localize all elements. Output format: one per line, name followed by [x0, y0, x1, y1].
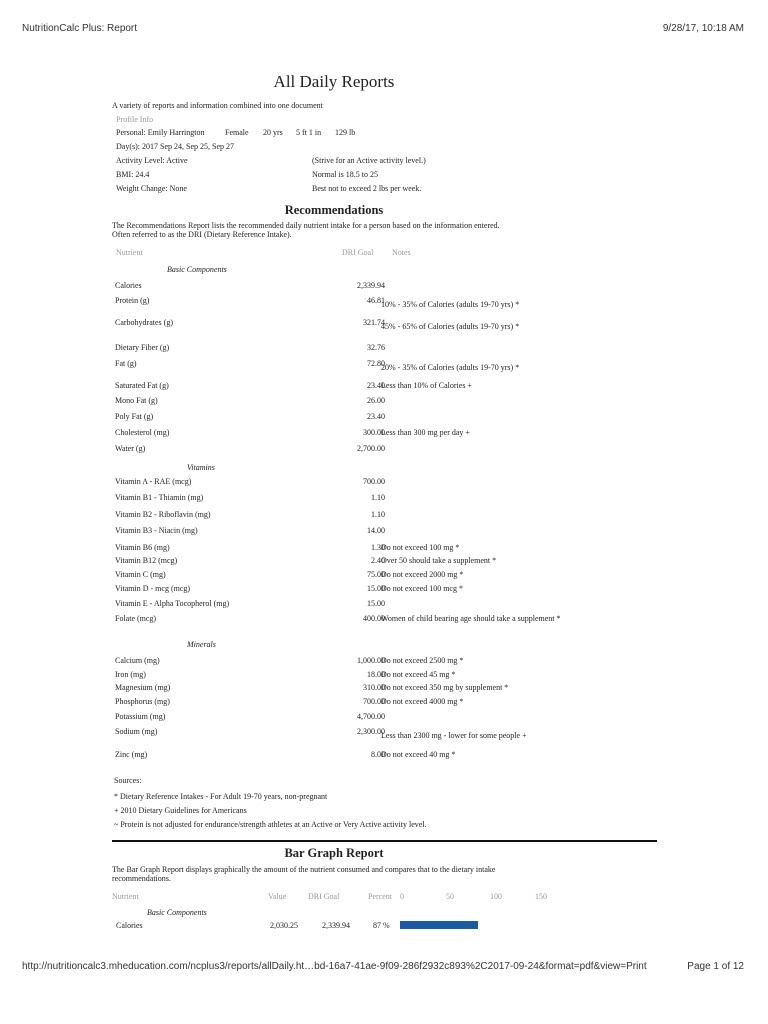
dri-goal: 2,339.94: [357, 281, 385, 290]
nutrient-name: Saturated Fat (g): [115, 381, 169, 390]
recommendations-title: Recommendations: [284, 203, 384, 217]
nutrient-name: Mono Fat (g): [115, 396, 158, 405]
nutrient-name: Fat (g): [115, 359, 137, 368]
nutrient-row: [115, 359, 575, 373]
nutrient-row: [115, 727, 575, 741]
nutrient-name: Magnesium (mg): [115, 683, 171, 692]
bar-col-value: Value: [268, 892, 287, 901]
col-goal-header: DRI Goal: [342, 248, 374, 257]
scale-tick-100: 100: [490, 892, 502, 901]
nutrient-row: [115, 477, 575, 491]
nutrient-row: [115, 656, 575, 670]
personal-label: Personal:: [116, 128, 146, 137]
nutrient-note: Less than 10% of Calories +: [381, 381, 472, 390]
nutrient-name: Vitamin E - Alpha Tocopherol (mg): [115, 599, 230, 608]
print-header-title: NutritionCalc Plus: Report: [22, 23, 138, 34]
dri-goal: 2,300.00: [357, 727, 385, 736]
nutrient-row: [115, 750, 575, 764]
calories-bar: [400, 921, 478, 929]
dri-goal: 1.30: [371, 543, 385, 552]
nutrient-name: Vitamin B12 (mcg): [115, 556, 178, 565]
nutrient-name: Vitamin B6 (mg): [115, 543, 170, 552]
profile-bmi-note: Normal is 18.5 to 25: [312, 170, 378, 179]
nutrient-name: Cholesterol (mg): [115, 428, 170, 437]
nutrient-row: [115, 444, 575, 458]
dri-goal: 700.00: [363, 697, 385, 706]
nutrient-name: Protein (g): [115, 296, 150, 305]
nutrient-row: [115, 526, 575, 540]
nutrient-name: Vitamin C (mg): [115, 570, 166, 579]
bar-graph-desc-1: The Bar Graph Report displays graphically the amount of the nutrient consumed and compares that to the dietary intake: [112, 865, 496, 874]
nutrient-row: [115, 570, 575, 584]
dri-goal: 300.00: [363, 428, 385, 437]
profile-days: Day(s): 2017 Sep 24, Sep 25, Sep 27: [116, 142, 234, 151]
nutrient-row: [115, 510, 575, 524]
nutrient-note: Do not exceed 100 mcg *: [381, 584, 463, 593]
recommendations-desc-2: Often referred to as the DRI (Dietary Reference Intake).: [112, 230, 292, 239]
bar-row-percent-unit: %: [383, 921, 390, 930]
nutrient-row: [115, 396, 575, 410]
profile-weight-change-note: Best not to exceed 2 lbs per week.: [312, 184, 422, 193]
scale-tick-50: 50: [446, 892, 454, 901]
dri-goal: 2,700.00: [357, 444, 385, 453]
print-footer-page: Page 1 of 12: [687, 961, 744, 972]
nutrient-name: Calcium (mg): [115, 656, 160, 665]
bar-col-nutrient: Nutrient: [112, 892, 139, 901]
nutrient-name: Vitamin B1 - Thiamin (mg): [115, 493, 204, 502]
bar-row-name: Calories: [116, 921, 143, 930]
nutrient-note: 10% - 35% of Calories (adults 19-70 yrs) *: [381, 300, 520, 309]
nutrient-note: 20% - 35% of Calories (adults 19-70 yrs) *: [381, 363, 520, 372]
minerals-heading: Minerals: [187, 640, 216, 649]
nutrient-name: Potassium (mg): [115, 712, 166, 721]
profile-activity-note: (Strive for an Active activity level.): [312, 156, 426, 165]
bar-col-goal: DRI Goal: [308, 892, 340, 901]
nutrient-note: Do not exceed 45 mg *: [381, 670, 456, 679]
nutrient-name: Vitamin B2 - Riboflavin (mg): [115, 510, 211, 519]
profile-age: 20 yrs: [263, 128, 283, 137]
nutrient-name: Vitamin D - mcg (mcg): [115, 584, 191, 593]
dri-goal: 26.00: [367, 396, 385, 405]
dri-goal: 18.00: [367, 670, 385, 679]
nutrient-note: Less than 300 mg per day +: [381, 428, 470, 437]
source-protein-note: ~ Protein is not adjusted for endurance/strength athletes at an Active or Very Active activity level.: [114, 820, 427, 829]
print-header-datetime: 9/28/17, 10:18 AM: [662, 23, 744, 34]
nutrient-name: Iron (mg): [115, 670, 146, 679]
dri-goal: 8.00: [371, 750, 385, 759]
dri-goal: 32.76: [367, 343, 385, 352]
nutrient-note: Women of child bearing age should take a supplement *: [381, 614, 561, 623]
basic-components-heading: Basic Components: [167, 265, 227, 274]
dri-goal: 14.00: [367, 526, 385, 535]
nutrient-name: Poly Fat (g): [115, 412, 154, 421]
nutrient-note: Less than 2300 mg - lower for some people +: [381, 731, 527, 740]
dri-goal: 1.10: [371, 510, 385, 519]
nutrient-row: [115, 381, 575, 395]
nutrient-name: Phosphorus (mg): [115, 697, 170, 706]
nutrient-note: Do not exceed 2500 mg *: [381, 656, 464, 665]
section-divider: [112, 840, 657, 842]
vitamins-heading: Vitamins: [187, 463, 215, 472]
nutrient-row: [115, 493, 575, 507]
nutrient-name: Carbohydrates (g): [115, 318, 173, 327]
nutrient-note: 45% - 65% of Calories (adults 19-70 yrs) *: [381, 322, 520, 331]
col-nutrient-header: Nutrient: [116, 248, 143, 257]
nutrient-row: [115, 614, 575, 628]
nutrient-row: [115, 712, 575, 726]
dri-goal: 4,700.00: [357, 712, 385, 721]
bar-basic-heading: Basic Components: [147, 908, 207, 917]
dri-goal: 15.00: [367, 599, 385, 608]
dri-goal: 700.00: [363, 477, 385, 486]
profile-personal: [116, 128, 204, 137]
nutrient-name: Dietary Fiber (g): [115, 343, 170, 352]
nutrient-row: [115, 543, 575, 557]
nutrient-name: Water (g): [115, 444, 146, 453]
bar-row-goal: 2,339.94: [322, 921, 350, 930]
nutrient-row: [115, 599, 575, 613]
nutrient-row: [115, 318, 575, 332]
dri-goal: 1.10: [371, 493, 385, 502]
nutrient-row: [115, 670, 575, 684]
nutrient-row: [115, 697, 575, 711]
profile-bmi: BMI: 24.4: [116, 170, 150, 179]
profile-height: 5 ft 1 in: [296, 128, 322, 137]
dri-goal: 2.40: [371, 556, 385, 565]
nutrient-note: Do not exceed 100 mg *: [381, 543, 460, 552]
dri-goal: 15.00: [367, 584, 385, 593]
nutrient-row: [115, 296, 575, 310]
nutrient-note: Do not exceed 2000 mg *: [381, 570, 464, 579]
bar-graph-title: Bar Graph Report: [284, 846, 384, 860]
dri-goal: 46.81: [367, 296, 385, 305]
nutrient-row: [115, 428, 575, 442]
recommendations-desc-1: The Recommendations Report lists the recommended daily nutrient intake for a person based on the information entered.: [112, 221, 500, 230]
dri-goal: 400.00: [363, 614, 385, 623]
nutrient-note: Do not exceed 40 mg *: [381, 750, 456, 759]
page-title: All Daily Reports: [273, 72, 395, 91]
sources-heading: Sources:: [114, 776, 142, 785]
dri-goal: 310.00: [363, 683, 385, 692]
nutrient-row: [115, 556, 575, 570]
dri-goal: 1,000.00: [357, 656, 385, 665]
nutrient-note: Do not exceed 350 mg by supplement *: [381, 683, 509, 692]
intro-text: A variety of reports and information combined into one document: [112, 101, 323, 110]
nutrient-row: [115, 281, 575, 295]
bar-graph-desc-2: recommendations.: [112, 874, 171, 883]
profile-heading: Profile Info: [116, 115, 154, 124]
nutrient-row: [115, 343, 575, 357]
nutrient-row: [115, 412, 575, 426]
profile-weight-change: Weight Change: None: [116, 184, 187, 193]
print-footer-url: http://nutritioncalc3.mheducation.com/ncplus3/reports/allDaily.ht…bd-16a7-41ae-9f09-286f2932c893%2C2017-09-24&format=pdf&view=Print: [22, 961, 647, 972]
nutrient-row: [115, 584, 575, 598]
bar-row-percent: [373, 921, 390, 930]
dri-goal: 321.74: [363, 318, 385, 327]
nutrient-note: Over 50 should take a supplement *: [381, 556, 497, 565]
profile-weight: 129 lb: [335, 128, 356, 137]
scale-tick-150: 150: [535, 892, 547, 901]
scale-tick-0: 0: [400, 892, 404, 901]
col-notes-header: Notes: [392, 248, 411, 257]
dri-goal: 23.40: [367, 412, 385, 421]
source-dietary-guidelines: + 2010 Dietary Guidelines for Americans: [114, 806, 247, 815]
nutrient-name: Vitamin A - RAE (mcg): [115, 477, 192, 486]
nutrient-name: Vitamin B3 - Niacin (mg): [115, 526, 198, 535]
nutrient-name: Sodium (mg): [115, 727, 158, 736]
nutrient-name: Calories: [115, 281, 142, 290]
nutrient-row: [115, 683, 575, 697]
bar-row-percent-value: 87: [373, 921, 381, 930]
profile-activity: Activity Level: Active: [116, 156, 188, 165]
bar-row-value: 2,030.25: [270, 921, 298, 930]
dri-goal: 75.00: [367, 570, 385, 579]
nutrient-note: Do not exceed 4000 mg *: [381, 697, 464, 706]
dri-goal: 72.80: [367, 359, 385, 368]
bar-col-percent: Percent: [368, 892, 392, 901]
profile-name: Emily Harrington: [147, 128, 205, 137]
profile-sex: Female: [225, 128, 249, 137]
dri-goal: 23.40: [367, 381, 385, 390]
nutrient-name: Folate (mcg): [115, 614, 157, 623]
nutrient-name: Zinc (mg): [115, 750, 148, 759]
source-dri: * Dietary Reference Intakes - For Adult 19-70 years, non-pregnant: [114, 792, 328, 801]
